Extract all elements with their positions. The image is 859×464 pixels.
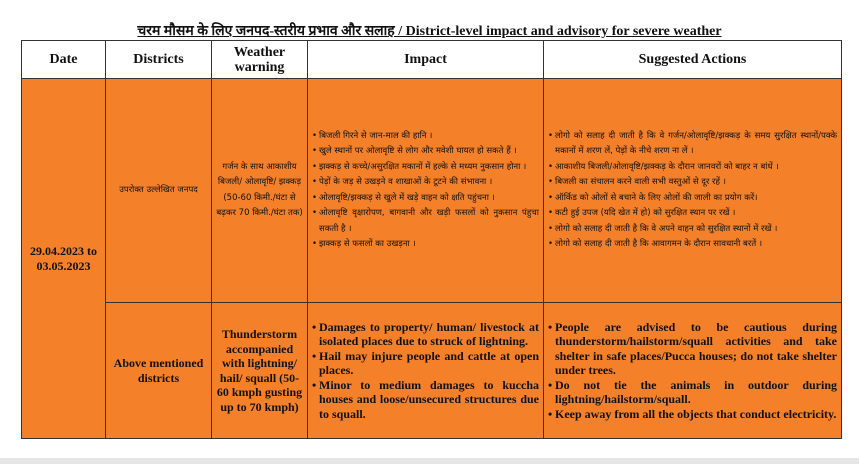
hindi-weather-warning: गर्जन के साथ आकाशीय बिजली/ ओलावृष्टि/ झक्कड़ (50-60 किमी./घंटा से बढ़कर 70 किमी./घंटा तक)	[212, 79, 308, 303]
header-districts: Districts	[106, 41, 212, 79]
english-action-item: • People are advised to be cautious during thunderstorm/hailstorm/squall activities and take shelter in safe places/Pucca houses; do not take shelter under trees.	[548, 320, 837, 378]
english-action-item: • Do not tie the animals in outdoor during lightning/hailstorm/squall.	[548, 378, 837, 407]
english-action-item: • Keep away from all the objects that conduct electricity.	[548, 407, 837, 422]
hindi-impact-cell	[308, 79, 544, 303]
date-range: 29.04.2023 to 03.05.2023	[22, 79, 106, 439]
hindi-action-item: • लोगो को सलाह दी जाती है कि वे अपने वाहन को सुरक्षित स्थानों में रखें ।	[548, 222, 837, 238]
hindi-impact-item: • झक्कड़ से कच्चे/असुरक्षित मकानों में हल्के से मध्यम नुकसान होना ।	[312, 160, 539, 176]
header-impact: Impact	[308, 41, 544, 79]
header-suggested-actions: Suggested Actions	[544, 41, 842, 79]
english-row	[22, 303, 842, 439]
english-weather-warning: Thunderstorm accompanied with lightning/ hail/ squall (50-60 kmph gusting up to 70 kmph)	[212, 303, 308, 439]
hindi-row	[22, 79, 842, 303]
hindi-action-item: • ऑर्किड को ओलों से बचाने के लिए ओलों की जाली का प्रयोग करें।	[548, 191, 837, 207]
english-impact-item: • Minor to medium damages to kuccha houses and loose/unsecured structures due to squall.	[312, 378, 539, 422]
page-bottom-strip	[0, 458, 859, 464]
english-actions-cell	[544, 303, 842, 439]
hindi-impact-item: • बिजली गिरने से जान-माल की हानि ।	[312, 129, 539, 145]
hindi-impact-item: • पेड़ों के जड़ से उखड़ने व शाखाओं के टूटने की संभावना ।	[312, 175, 539, 191]
header-weather-warning: Weather warning	[212, 41, 308, 79]
hindi-action-item: • लोगो को सलाह दी जाती है कि आवागमन के दौरान सावधानी बरतें ।	[548, 237, 837, 253]
english-impact-cell	[308, 303, 544, 439]
hindi-action-item: • बिजली का संचालन करने वाली सभी वस्तुओं से दूर रहें ।	[548, 175, 837, 191]
hindi-impact-item: • झक्कड़ से फसलों का उखड़ना ।	[312, 237, 539, 253]
hindi-action-item: • आकाशीय बिजली/ओलावृष्टि/झक्कड़ के दौरान जानवरों को बाहर न बांधें ।	[548, 160, 837, 176]
hindi-action-item: • कटी हुई उपज (यदि खेत में हो) को सुरक्षित स्थान पर रखें ।	[548, 206, 837, 222]
hindi-impact-item: • ओलावृष्टि/झक्कड़ से खुले में खड़े वाहन को क्षति पहुंचना ।	[312, 191, 539, 207]
hindi-impact-item: • ओलावृष्टि वृक्षारोपण, बागवानी और खड़ी फसलों को नुकसान पंहुचा सकती है ।	[312, 206, 539, 237]
hindi-actions-cell	[544, 79, 842, 303]
advisory-table	[21, 40, 842, 439]
hindi-impact-item: • खुले स्थानों पर ओलावृष्टि से लोग और मवेशी घायल हो सकते हैं ।	[312, 144, 539, 160]
page-title: चरम मौसम के लिए जनपद-स्तरीय प्रभाव और सलाह / District-level impact and advisory for severe weather	[137, 24, 722, 39]
header-row	[22, 41, 842, 79]
english-impact-item: • Damages to property/ human/ livestock at isolated places due to struck of lightning.	[312, 320, 539, 349]
header-date: Date	[22, 41, 106, 79]
english-districts: Above mentioned districts	[106, 303, 212, 439]
english-impact-item: • Hail may injure people and cattle at open places.	[312, 349, 539, 378]
hindi-districts: उपरोक्त उल्लेखित जनपद	[106, 79, 212, 303]
hindi-action-item: • लोगो को सलाह दी जाती है कि वे गर्जन/ओलावृष्टि/झक्कड़ के समय सुरक्षित स्थानों/पक्के मकानों में शरण लें, पेड़ों के नीचे शरण ना लें ।	[548, 129, 837, 160]
